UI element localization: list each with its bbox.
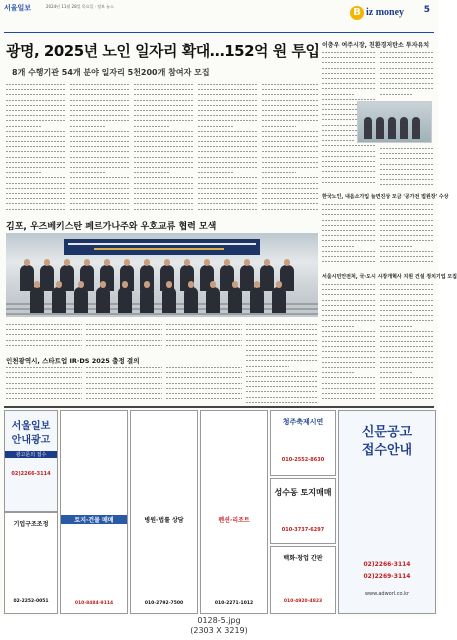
ad-phone: 02)2266-3114 xyxy=(363,561,411,568)
ad-title: 서울일보 xyxy=(11,421,51,432)
text-line xyxy=(322,396,376,401)
text-line xyxy=(246,400,318,405)
text-line xyxy=(86,396,162,401)
delegation-photo xyxy=(6,233,318,317)
page-header xyxy=(4,3,434,33)
text-line xyxy=(380,396,434,401)
page-number: 5 xyxy=(423,5,430,15)
ad-phone: 02)2266-3114 xyxy=(11,471,51,477)
text-line xyxy=(86,343,162,348)
ad-title: 펜션·리조트 xyxy=(218,517,250,524)
article-column xyxy=(246,322,318,406)
text-line xyxy=(380,182,434,187)
article-column xyxy=(166,322,242,352)
mid-headline-a: 한국노인, 내음소가입 늘면진상 모금 '공가전 법원장' 수상 xyxy=(322,194,449,200)
text-line xyxy=(198,207,258,212)
ad-grid-c xyxy=(200,410,268,614)
article-column xyxy=(6,82,66,214)
ad-title: 신문공고 xyxy=(361,425,413,440)
article-column xyxy=(6,322,82,352)
third-headline: 인천광역시, 스타트업 IR·DS 2025 출정 결의 xyxy=(6,357,140,365)
ad-seoul-classified xyxy=(4,410,58,512)
ad-title: 청주축제시연 xyxy=(282,418,324,426)
ad-grid-b xyxy=(130,410,198,614)
ad-title: 접수안내 xyxy=(361,443,413,458)
text-line xyxy=(6,343,82,348)
ad-phone: 010-3737-6297 xyxy=(281,527,325,533)
text-line xyxy=(166,396,242,401)
text-line xyxy=(6,207,66,212)
article-column xyxy=(380,202,434,268)
article-column xyxy=(380,146,434,188)
text-line xyxy=(262,207,318,212)
text-line xyxy=(166,343,242,348)
ad-grid-a xyxy=(60,410,128,614)
article-column xyxy=(380,50,434,98)
ad-phone: 010-4920-4823 xyxy=(283,599,323,604)
text-line xyxy=(380,92,412,97)
ad-phone: 010-2271-1012 xyxy=(214,601,254,606)
bizmoney-logo xyxy=(350,4,424,26)
header-rule xyxy=(4,32,434,33)
ad-title: 토지·건물 매매 xyxy=(61,515,127,524)
article-column xyxy=(322,282,376,402)
ad-restructuring xyxy=(4,512,58,614)
ad-phone: 010-2792-7500 xyxy=(144,601,184,606)
ad-seongsu xyxy=(270,478,336,544)
ad-title: 성수동 토지매매 xyxy=(274,488,332,497)
ad-section-rule xyxy=(4,406,434,408)
article-column xyxy=(86,322,162,352)
text-line xyxy=(322,259,376,264)
image-dimensions: (2303 X 3219) xyxy=(190,626,248,635)
text-line xyxy=(70,207,130,212)
article-column xyxy=(322,202,376,268)
logo-text: iz money xyxy=(366,7,405,18)
ad-phone: 010-8484-9114 xyxy=(74,601,114,606)
ad-notice-intake xyxy=(338,410,436,614)
ad-tag: 광고문의 접수 xyxy=(5,451,57,458)
text-line xyxy=(6,396,82,401)
ad-phone: 010-2552-8630 xyxy=(281,457,325,463)
second-headline: 김포, 우즈베키스탄 페르가나주와 우호교류 협력 모색 xyxy=(6,222,217,232)
ad-phone: 02)2269-3114 xyxy=(363,573,411,580)
mid-headline-b: 서울시민안전처, 국·도시 시장개혁사 지원 건설 정치기업 모집 xyxy=(322,274,457,280)
ad-title: 병원·법률 상담 xyxy=(144,517,184,524)
ad-site: www.adworl.co.kr xyxy=(364,591,410,597)
ad-phone: 02-2252-0051 xyxy=(13,599,49,604)
ad-title: 백화·창업 간판 xyxy=(283,555,323,562)
article-column xyxy=(70,82,130,214)
article-column xyxy=(198,82,258,214)
main-headline: 광명, 2025년 노인 일자리 확대…152억 원 투입 xyxy=(6,42,320,60)
article-column xyxy=(380,282,434,402)
text-line xyxy=(134,207,194,212)
text-line xyxy=(322,180,376,185)
side-photo xyxy=(357,101,432,143)
article-column xyxy=(166,365,242,403)
article-column xyxy=(262,82,318,214)
issue-info: 2024년 11월 28일 목요일 · 정보 뉴스 xyxy=(46,4,114,9)
paper-name: 서울일보 xyxy=(4,4,32,12)
article-column xyxy=(6,365,82,403)
logo-badge: B xyxy=(350,6,364,20)
ad-title: 안내광고 xyxy=(11,435,51,446)
image-filename: 0128-5.jpg xyxy=(197,616,241,625)
image-caption xyxy=(0,616,438,640)
article-column xyxy=(134,82,194,214)
side-headline: 이충우 여주시장, 친환경저탄소 투자유치 xyxy=(322,42,430,49)
ad-signage xyxy=(270,546,336,614)
ad-title: 기업구조조정 xyxy=(13,521,49,528)
photo-banner xyxy=(64,239,260,255)
text-line xyxy=(380,259,434,264)
article-column xyxy=(86,365,162,403)
ad-cheongju xyxy=(270,410,336,476)
main-subhead: 8개 수행기관 54개 분야 일자리 5천200개 참여자 모집 xyxy=(12,68,210,77)
